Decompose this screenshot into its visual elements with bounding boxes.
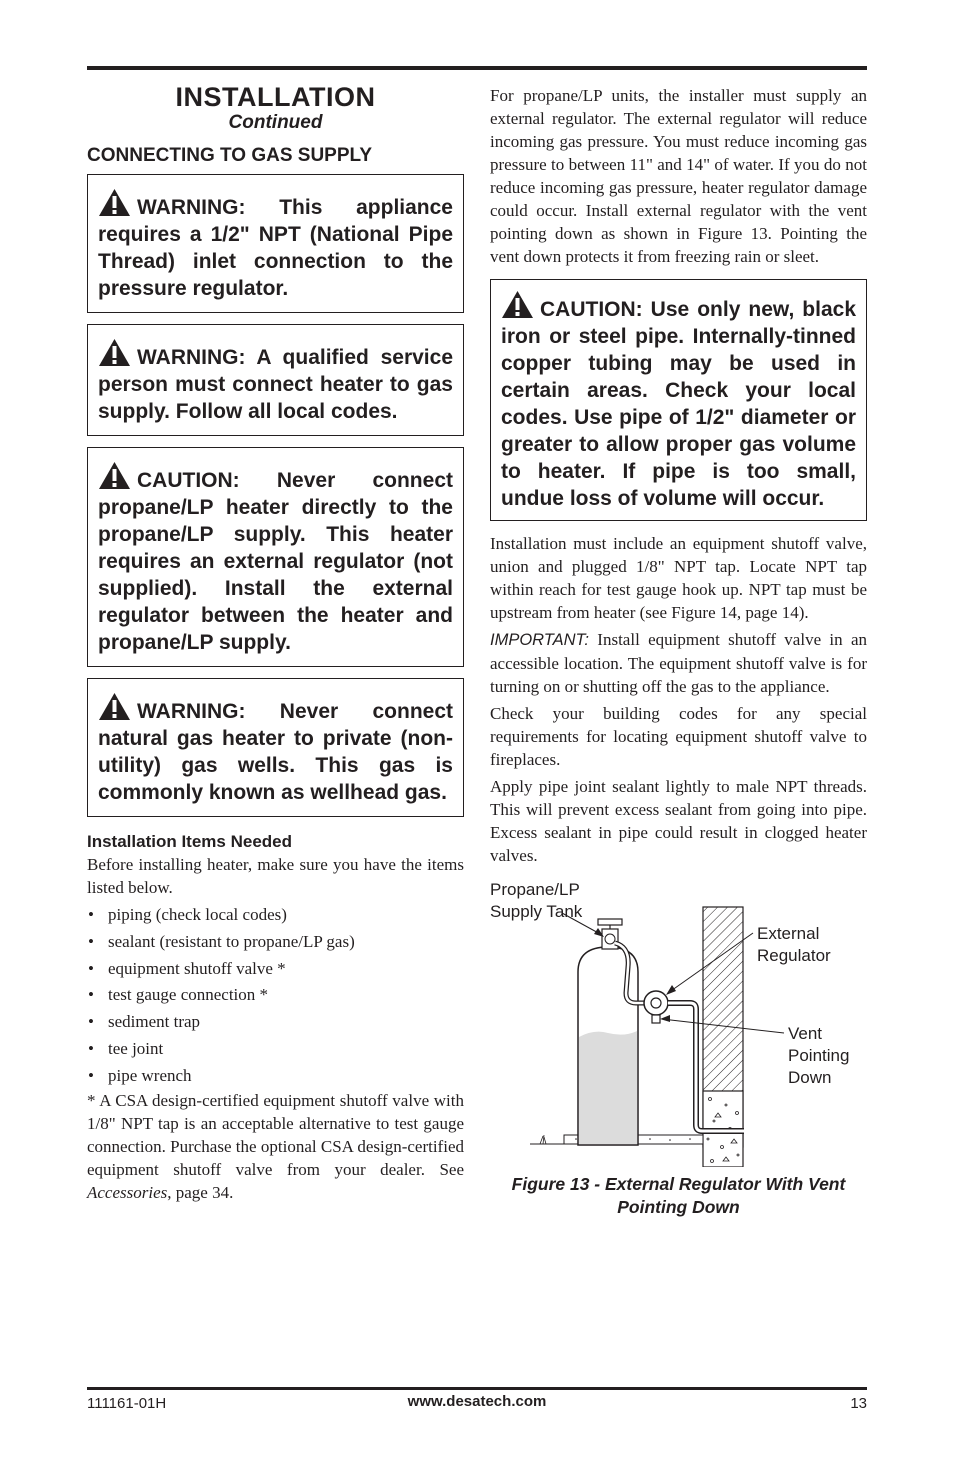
items-list <box>87 903 464 1087</box>
section-subtitle: Continued <box>228 112 323 133</box>
label-regulator <box>757 923 831 967</box>
caption-line2: Pointing Down <box>617 1197 740 1217</box>
list-item: • sediment trap <box>87 1010 464 1033</box>
bottom-rule <box>87 1387 867 1390</box>
right-column <box>490 84 867 1219</box>
list-item: • tee joint <box>87 1037 464 1060</box>
important-text: Install equipment shutoff valve in an accessible location. The equipment shutoff valve is for turning on or shutting off the gas to the appliance. <box>490 630 867 696</box>
list-item: • equipment shutoff valve * <box>87 957 464 980</box>
caution-box-pipe <box>490 279 867 521</box>
items-note <box>87 1089 464 1204</box>
label-regulator-line2: Regulator <box>757 946 831 965</box>
warning-text-wellhead: WARNING: Never connect natural gas heater to private (non-utility) gas wells. This gas is commonly known as wellhead gas. <box>98 700 453 804</box>
section-title: INSTALLATION <box>175 82 376 112</box>
warning-text-npt: WARNING: This appliance requires a 1/2" NPT (National Pipe Thread) inlet connection to the pressure regulator. <box>98 196 453 300</box>
list-item: • sealant (resistant to propane/LP gas) <box>87 930 464 953</box>
items-note-text: * A CSA design-certified equipment shutoff valve with 1/8" NPT tap is an acceptable alternative to test gauge connection. Purchase the optional CSA design-certified equipment shutoff valve from your dealer. See <box>87 1090 464 1179</box>
caption-line1: Figure 13 - External Regulator With Vent <box>511 1174 846 1194</box>
label-tank <box>490 879 582 923</box>
regulator-vent <box>652 1015 660 1023</box>
items-intro: Before installing heater, make sure you have the items listed below. <box>87 855 464 897</box>
caution-text-pipe: CAUTION: Use only new, black iron or steel pipe. Internally-tinned copper tubing may be used in certain areas. Check your local codes. Use pipe of 1/2" diameter or greater to allow proper gas volume to heater. If pipe is too small, undue loss of volume will occur. <box>501 298 856 510</box>
footer-url: www.desatech.com <box>407 1393 547 1410</box>
list-item: • test gauge connection * <box>87 983 464 1006</box>
warning-box-npt <box>87 174 464 313</box>
grass <box>540 1135 546 1144</box>
warning-triangle-icon <box>501 290 534 319</box>
label-vent-line3: Down <box>788 1068 832 1087</box>
items-heading: Installation Items Needed <box>87 832 292 851</box>
warning-triangle-icon <box>98 692 131 721</box>
building-codes-paragraph: Check your building codes for any special requirements for locating equipment shutoff valve to fireplaces. <box>490 704 867 769</box>
important-paragraph <box>490 628 867 698</box>
left-column <box>87 82 464 1208</box>
list-item: • piping (check local codes) <box>87 903 464 926</box>
connecting-heading: CONNECTING TO GAS SUPPLY <box>87 145 373 166</box>
figure-13 <box>490 877 867 1167</box>
label-vent-line1: Vent <box>788 1024 823 1043</box>
list-item: • pipe wrench <box>87 1064 464 1087</box>
warning-text-qualified: WARNING: A qualified service person must connect heater to gas supply. Follow all local codes. <box>98 346 453 423</box>
important-label: IMPORTANT: <box>490 631 589 649</box>
warning-triangle-icon <box>98 338 131 367</box>
liquid-level <box>579 1031 637 1144</box>
warning-box-qualified <box>87 324 464 436</box>
document-code: 111161-01H <box>87 1395 167 1412</box>
warning-box-wellhead <box>87 678 464 817</box>
label-regulator-line1: External <box>757 924 820 943</box>
warning-triangle-icon <box>98 188 131 217</box>
caution-box-propane <box>87 447 464 667</box>
shutoff-valve-paragraph: Installation must include an equipment shutoff valve, union and plugged 1/8" NPT tap. Locate NPT tap within reach for test gauge hook up. NPT tap must be upstream from heater (see Figure 14, page 14). <box>490 534 867 622</box>
accessories-reference: Accessories <box>87 1182 168 1202</box>
label-tank-line1: Propane/LP <box>490 880 580 899</box>
external-regulator-paragraph: For propane/LP units, the installer must supply an external regulator. The external regulator will reduce incoming gas pressure. You must reduce incoming gas pressure to between 11" and 14" of water. If you do not reduce incoming gas pressure, heater regulator damage could occur. Install external regulator with the vent pointing down as shown in Figure 13. Pointing the vent down protects it from freezing rain or sleet. <box>490 86 867 266</box>
sealant-paragraph: Apply pipe joint sealant lightly to male NPT threads. This will prevent excess sealant from going into pipe. Excess sealant in pipe could result in clogged heater valves. <box>490 777 867 865</box>
top-rule <box>87 66 867 70</box>
items-note-end: , page 34. <box>167 1182 234 1202</box>
warning-triangle-icon <box>98 461 131 490</box>
figure-caption <box>490 1173 867 1219</box>
caution-text-propane: CAUTION: Never connect propane/LP heater directly to the propane/LP supply. This heater requires an external regulator (not supplied). Install the external regulator between the heater and propane/LP supply. <box>98 469 453 654</box>
label-tank-line2: Supply Tank <box>490 902 583 921</box>
label-vent-line2: Pointing <box>788 1046 850 1065</box>
label-vent <box>788 1023 849 1089</box>
page-number: 13 <box>850 1395 867 1412</box>
